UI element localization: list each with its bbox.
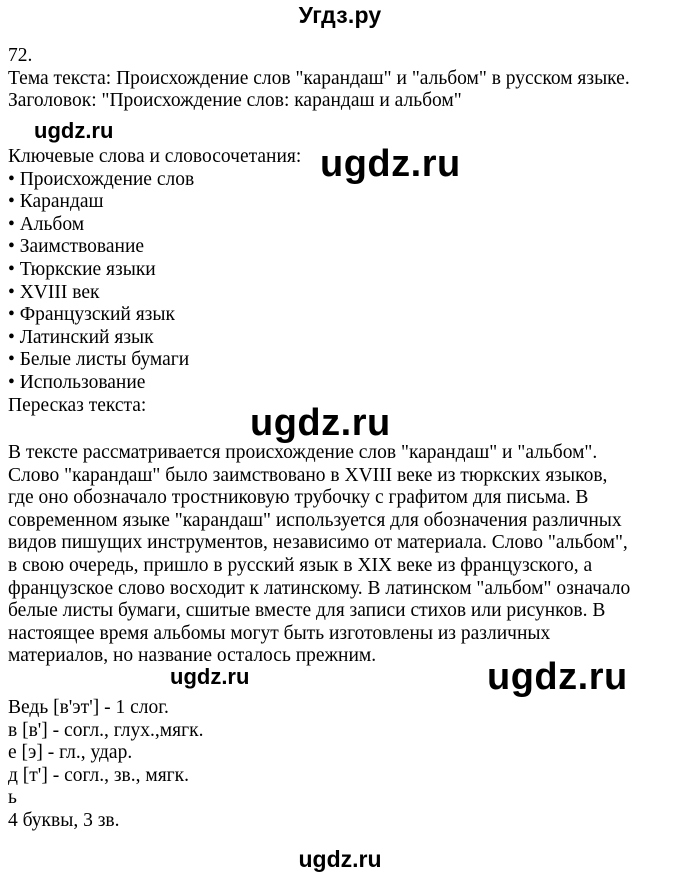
keywords-section xyxy=(8,146,301,417)
site-footer-url: ugdz.ru xyxy=(298,846,382,872)
retelling-line: белые листы бумаги, сшитые вместе для записи стихов или рисунков. В xyxy=(8,600,606,622)
retelling-paragraph xyxy=(8,442,668,668)
phonetic-line: е [э] - гл., удар. xyxy=(8,742,133,764)
retelling-line: Слово "карандаш" было заимствовано в XVIII веке из тюркских языков, xyxy=(8,464,608,486)
keyword-item: • Использование xyxy=(8,371,146,393)
phonetic-line: д [т'] - согл., зв., мягк. xyxy=(8,764,190,786)
keyword-item: • XVIII век xyxy=(8,281,100,303)
watermark-big: ugdz.ru xyxy=(487,656,628,698)
keyword-item: • Тюркские языки xyxy=(8,258,156,280)
watermark-big: ugdz.ru xyxy=(250,402,391,444)
keyword-item: • Альбом xyxy=(8,213,85,235)
text-theme: Тема текста: Происхождение слов "карандаш" и "альбом" в русском языке. xyxy=(8,67,630,89)
retelling-line: В тексте рассматривается происхождение слов "карандаш" и "альбом". xyxy=(8,442,598,463)
keywords-heading: Ключевые слова и словосочетания: xyxy=(8,146,302,167)
watermark-small: ugdz.ru xyxy=(34,118,114,143)
phonetic-analysis xyxy=(8,697,203,833)
retelling-line: где оно обозначало тростниковую трубочку с графитом для письма. В xyxy=(8,487,589,509)
task-intro xyxy=(8,45,630,113)
retelling-line: в свою очередь, пришло в русский язык в XIX веке из французского, а xyxy=(8,554,593,576)
phonetic-line: 4 буквы, 3 зв. xyxy=(8,809,120,831)
watermark-small: ugdz.ru xyxy=(170,664,250,689)
keyword-item: • Французский язык xyxy=(8,304,175,326)
phonetic-line: ь xyxy=(8,787,17,809)
text-title: Заголовок: "Происхождение слов: карандаш и альбом" xyxy=(8,90,462,112)
keyword-item: • Латинский язык xyxy=(8,326,154,348)
site-header-title: Угдз.ру xyxy=(298,2,382,28)
keyword-item: • Заимствование xyxy=(8,236,145,258)
keyword-item: • Происхождение слов xyxy=(8,168,195,190)
retelling-line: французское слово восходит к латинскому. В латинском "альбом" означало xyxy=(8,577,631,599)
retelling-heading: Пересказ текста: xyxy=(8,394,147,416)
phonetic-line: в [в'] - согл., глух.,мягк. xyxy=(8,719,204,741)
phonetic-line: Ведь [в'эт'] - 1 слог. xyxy=(8,697,169,718)
retelling-line: современном языке "карандаш" используется для обозначения различных xyxy=(8,509,622,531)
keyword-item: • Белые листы бумаги xyxy=(8,349,190,371)
task-number: 72. xyxy=(8,45,33,66)
retelling-line: настоящее время альбомы могут быть изготовлены из различных xyxy=(8,622,551,644)
watermark-big: ugdz.ru xyxy=(320,143,461,185)
keyword-item: • Карандаш xyxy=(8,191,104,213)
retelling-line: материалов, но название осталось прежним. xyxy=(8,645,377,667)
retelling-line: видов пишущих инструментов, независимо от материала. Слово "альбом", xyxy=(8,532,628,554)
